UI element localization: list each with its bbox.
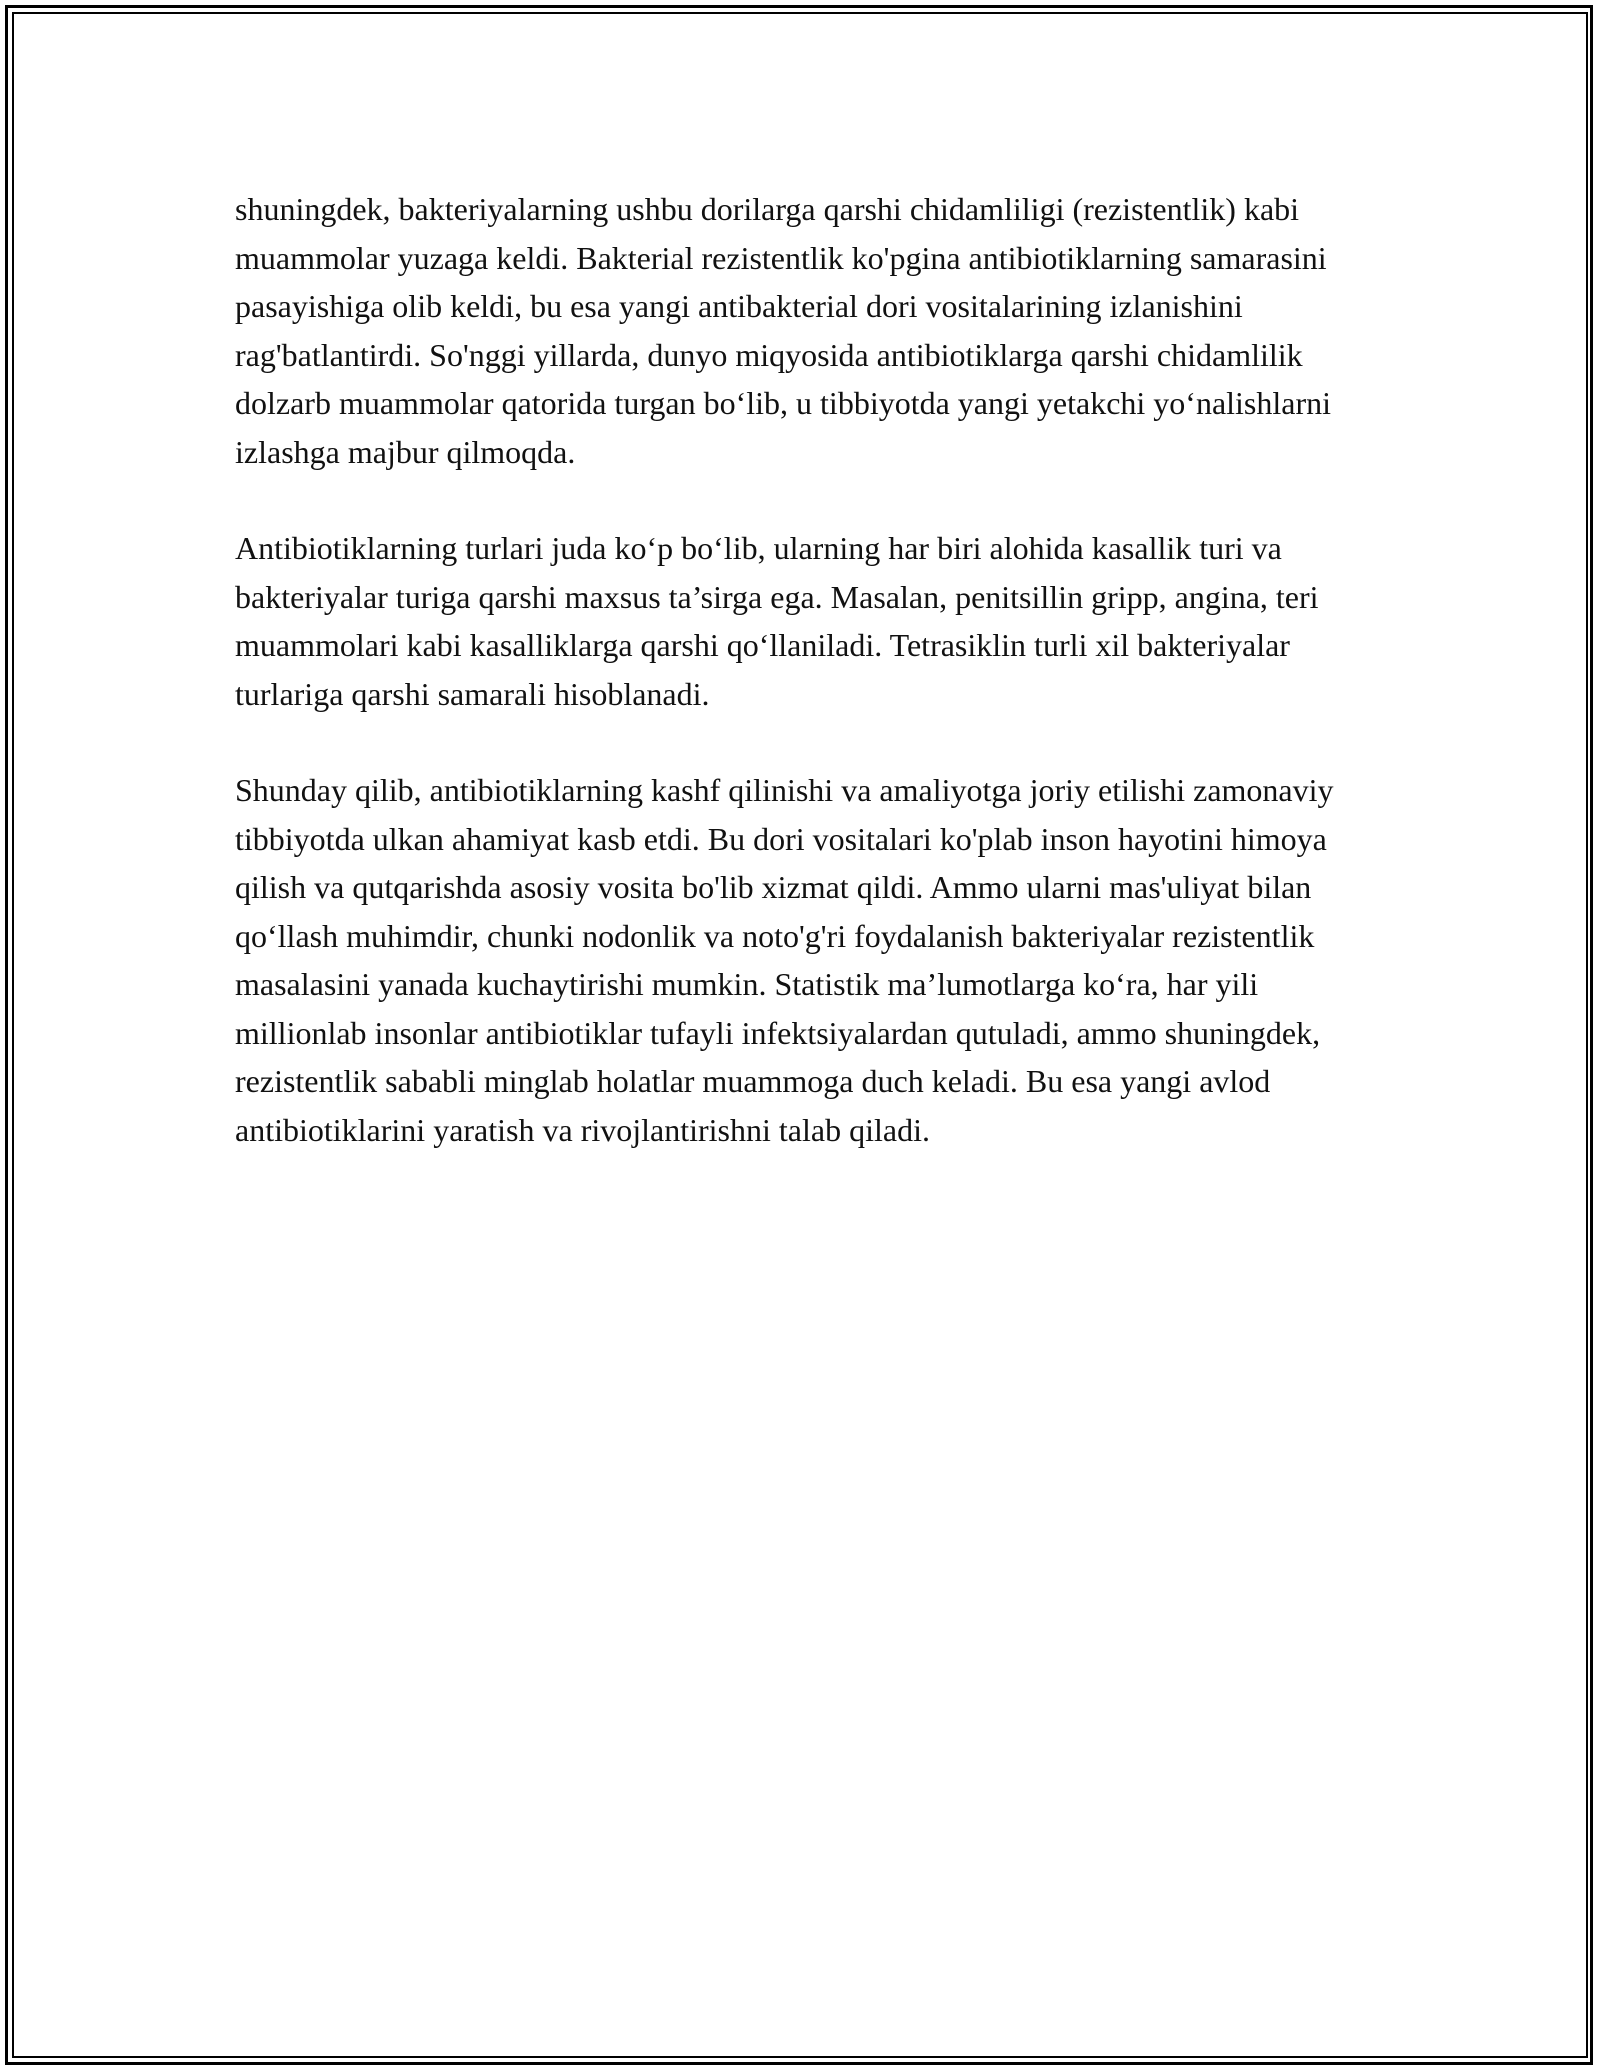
paragraph-1: shuningdek, bakteriyalarning ushbu dorilarga qarshi chidamliligi (rezistentlik) kabi muammolar yuzaga keldi. Bakterial rezistentlik ko'pgina antibiotiklarning samarasini pasayishiga olib keldi, bu esa yangi antibakterial dori vositalarining izlanishini rag'batlantirdi. So'nggi yillarda, dunyo miqyosida antibiotiklarga qarshi chidamlilik dolzarb muammolar qatorida turgan bo‘lib, u tibbiyotda yangi yetakchi yo‘nalishlarni izlashga majbur qilmoqda. — [235, 191, 1332, 470]
paragraph-3: Shunday qilib, antibiotiklarning kashf qilinishi va amaliyotga joriy etilishi zamonaviy tibbiyotda ulkan ahamiyat kasb etdi. Bu dori vositalari ko'plab inson hayotini himoya qilish va qutqarishda asosiy vosita bo'lib xizmat qildi. Ammo ularni mas'uliyat bilan qo‘llash muhimdir, chunki nodonlik va noto'g'ri foydalanish bakteriyalar rezistentlik masalasini yanada kuchaytirishi mumkin. Statistik ma’lumotlarga ko‘ra, har yili millionlab insonlar antibiotiklar tufayli infektsiyalardan qutuladi, ammo shuningdek, rezistentlik sababli minglab holatlar muammoga duch keladi. Bu esa yangi avlod antibiotiklarini yaratish va rivojlantirishni talab qiladi. — [235, 772, 1334, 1148]
document-body — [235, 185, 1375, 1202]
paragraph-2: Antibiotiklarning turlari juda ko‘p bo‘lib, ularning har biri alohida kasallik turi va bakteriyalar turiga qarshi maxsus ta’sirga ega. Masalan, penitsillin gripp, angina, teri muammolari kabi kasalliklarga qarshi qo‘llaniladi. Tetrasiklin turli xil bakteriyalar turlariga qarshi samarali hisoblanadi. — [235, 530, 1319, 712]
